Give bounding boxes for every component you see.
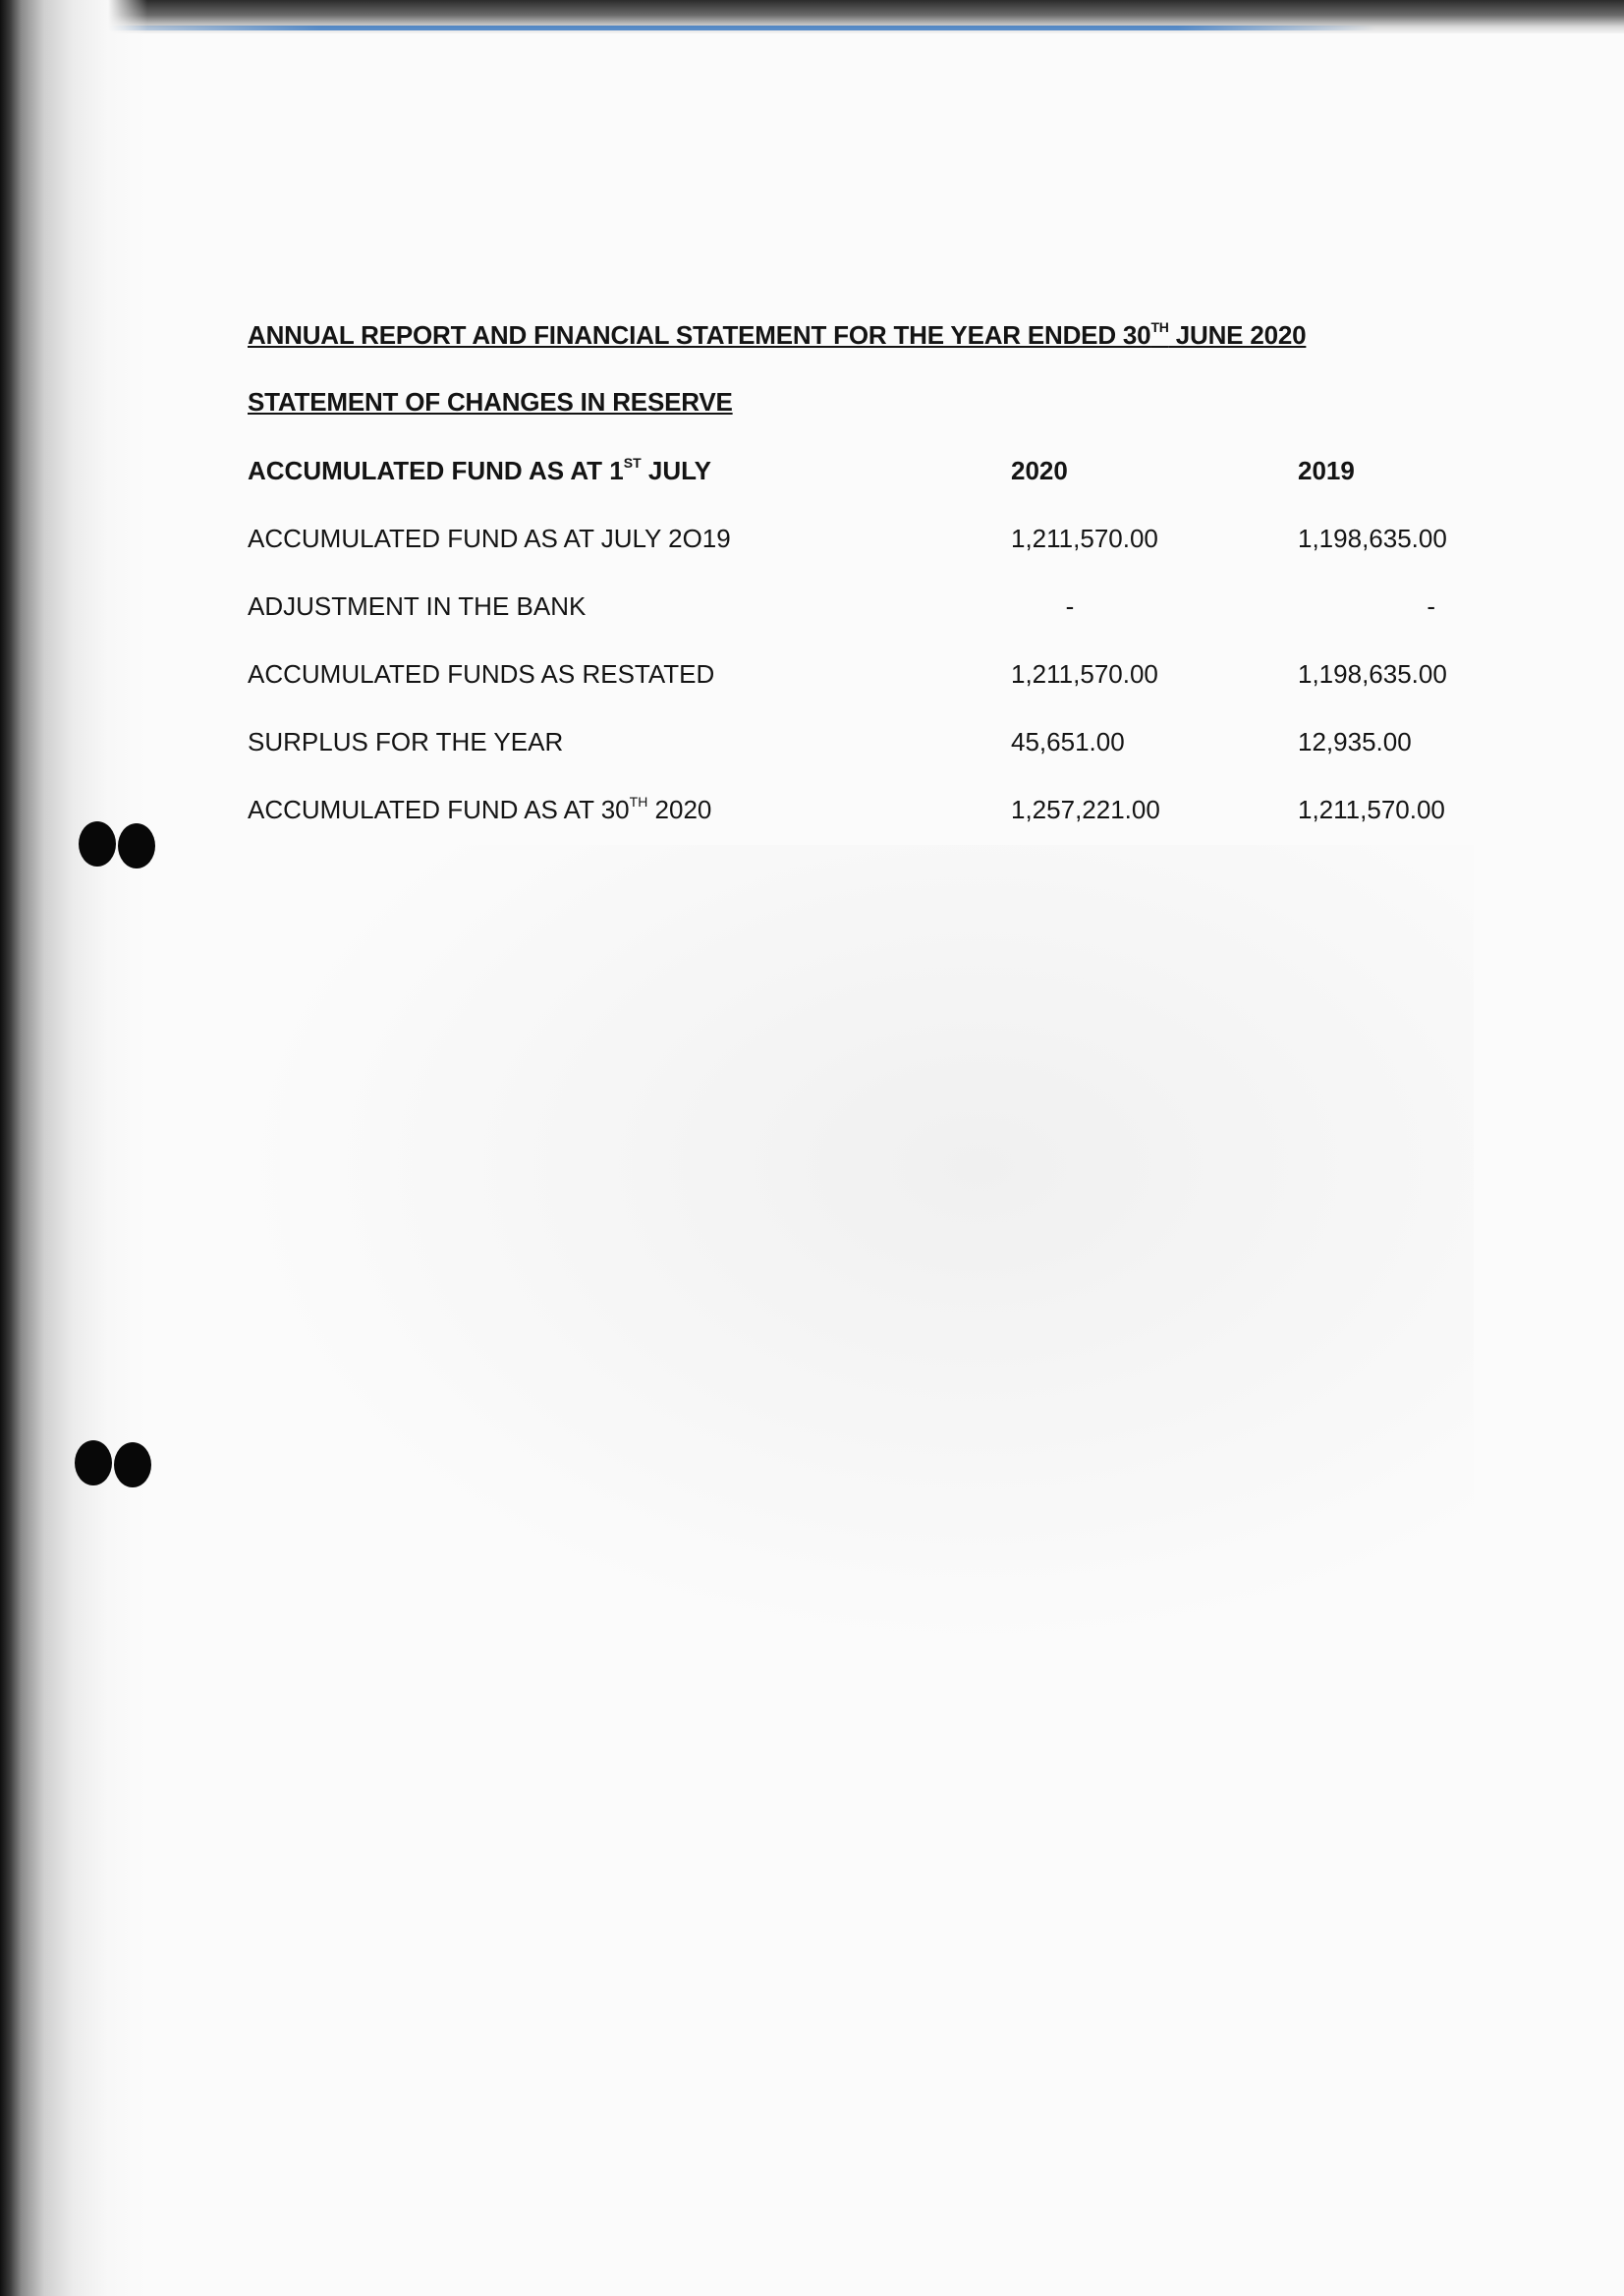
row-label: ADJUSTMENT IN THE BANK — [248, 591, 587, 621]
value-2020: 45,651.00 — [1011, 727, 1125, 756]
header-label — [248, 456, 711, 486]
table-header-row — [248, 456, 1476, 495]
punch-hole-lower-left — [75, 1440, 112, 1485]
value-2019: 1,211,570.00 — [1298, 795, 1445, 824]
scan-left-binding-shadow — [0, 0, 147, 2296]
table-row — [248, 659, 1476, 699]
column-header-2020: 2020 — [1011, 456, 1068, 485]
report-title — [248, 320, 1306, 351]
value-2020: 1,257,221.00 — [1011, 795, 1160, 824]
value-2019-dash: - — [1427, 591, 1435, 621]
value-2019: 1,198,635.00 — [1298, 524, 1447, 553]
report-title-suffix: JUNE 2020 — [1168, 320, 1307, 350]
report-title-text: ANNUAL REPORT AND FINANCIAL STATEMENT FOR THE YEAR ENDED 30 — [248, 320, 1151, 350]
statement-subtitle: STATEMENT OF CHANGES IN RESERVE — [248, 387, 733, 417]
row-label — [248, 795, 711, 825]
table-row — [248, 591, 1476, 631]
report-title-sup: TH — [1150, 319, 1169, 335]
value-2020 — [1011, 591, 1119, 622]
row-label-suffix: 2020 — [647, 795, 712, 824]
punch-hole-upper-left — [79, 821, 116, 867]
row-label: ACCUMULATED FUNDS AS RESTATED — [248, 659, 715, 689]
value-2019: 12,935.00 — [1298, 727, 1412, 756]
value-2019 — [1298, 591, 1435, 622]
header-label-suffix: JULY — [641, 456, 711, 485]
show-through-ghost — [236, 845, 1474, 1651]
scan-top-blue-streak — [59, 26, 1375, 30]
punch-hole-lower-right — [114, 1442, 151, 1487]
punch-hole-upper-right — [118, 823, 155, 868]
row-label-text: ACCUMULATED FUND AS AT 30 — [248, 795, 630, 824]
value-2020: 1,211,570.00 — [1011, 659, 1158, 689]
row-label: SURPLUS FOR THE YEAR — [248, 727, 564, 756]
header-label-sup: ST — [623, 455, 642, 471]
table-row — [248, 524, 1476, 563]
table-row — [248, 795, 1476, 834]
table-row — [248, 727, 1476, 766]
row-label: ACCUMULATED FUND AS AT JULY 2O19 — [248, 524, 731, 553]
column-header-2019: 2019 — [1298, 456, 1355, 485]
header-label-text: ACCUMULATED FUND AS AT 1 — [248, 456, 624, 485]
value-2020-dash: - — [1065, 591, 1075, 621]
value-2020: 1,211,570.00 — [1011, 524, 1158, 553]
value-2019: 1,198,635.00 — [1298, 659, 1447, 689]
row-label-sup: TH — [629, 794, 648, 810]
